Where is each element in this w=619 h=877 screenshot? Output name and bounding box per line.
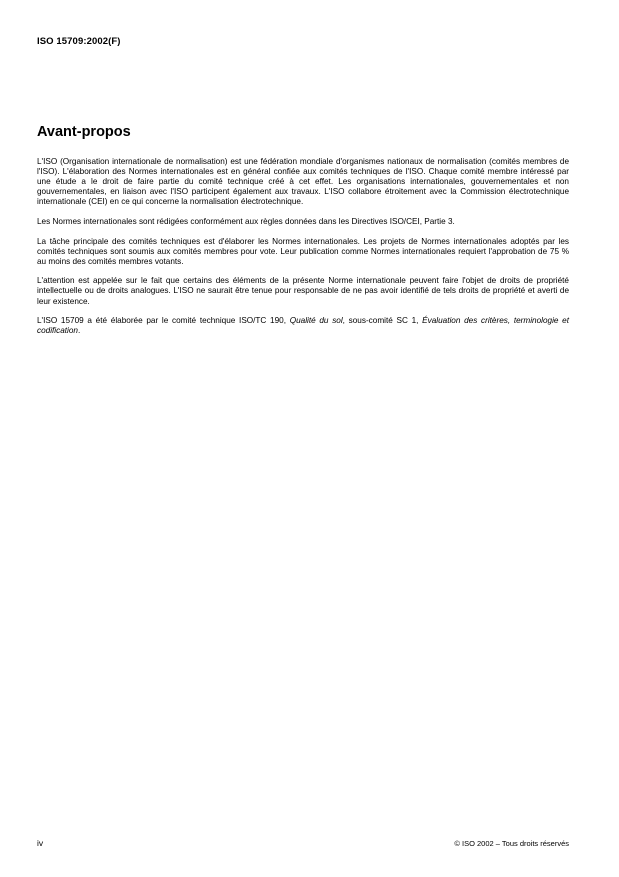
committee-title: Qualité du sol	[289, 316, 343, 326]
preparation-text-3: .	[77, 326, 81, 336]
preparation-text-2: , sous-comité SC 1,	[342, 316, 423, 326]
copyright-notice: © ISO 2002 – Tous droits réservés	[454, 839, 569, 848]
paragraph-technical-committees: La tâche principale des comités techniques est d'élaborer les Normes internationales. Les projets de Normes internationales adoptés par les comités techniques sont soumis aux comités membres pour vote. Leur publication comme Normes internationales requiert l'approbation de 75 % au moins des comités membres votants.	[37, 236, 569, 266]
paragraph-directives: Les Normes internationales sont rédigées conformément aux règles données dans les Directives ISO/CEI, Partie 3.	[37, 216, 455, 226]
document-code: ISO 15709:2002(F)	[37, 36, 121, 47]
paragraph-preparation	[37, 316, 569, 336]
subcommittee-title: Évaluation des critères, terminologie et codification	[37, 316, 569, 336]
paragraph-patent-rights: L'attention est appelée sur le fait que certains des éléments de la présente Norme internationale peuvent faire l'objet de droits de propriété intellectuelle ou de droits analogues. L'ISO ne saurait être tenue pour responsable de ne pas avoir identifié de tels droits de propriété et averti de leur existence.	[37, 276, 569, 306]
preparation-text-1: L'ISO 15709 a été élaborée par le comité technique ISO/TC 190,	[37, 316, 290, 326]
foreword-body	[37, 157, 569, 346]
paragraph-iso-organisation: L'ISO (Organisation internationale de normalisation) est une fédération mondiale d'organismes nationaux de normalisation (comités membres de l'ISO). L'élaboration des Normes internationales est en général confiée aux comités techniques de l'ISO. Chaque comité membre intéressé par une étude a le droit de faire partie du comité technique créé à cet effet. Les organisations internationales, gouvernementales et non gouvernementales, en liaison avec l'ISO participent également aux travaux. L'ISO collabore étroitement avec la Commission électrotechnique internationale (CEI) en ce qui concerne la normalisation électrotechnique.	[37, 157, 569, 207]
section-title: Avant-propos	[37, 124, 131, 140]
page-number: iv	[37, 838, 44, 848]
